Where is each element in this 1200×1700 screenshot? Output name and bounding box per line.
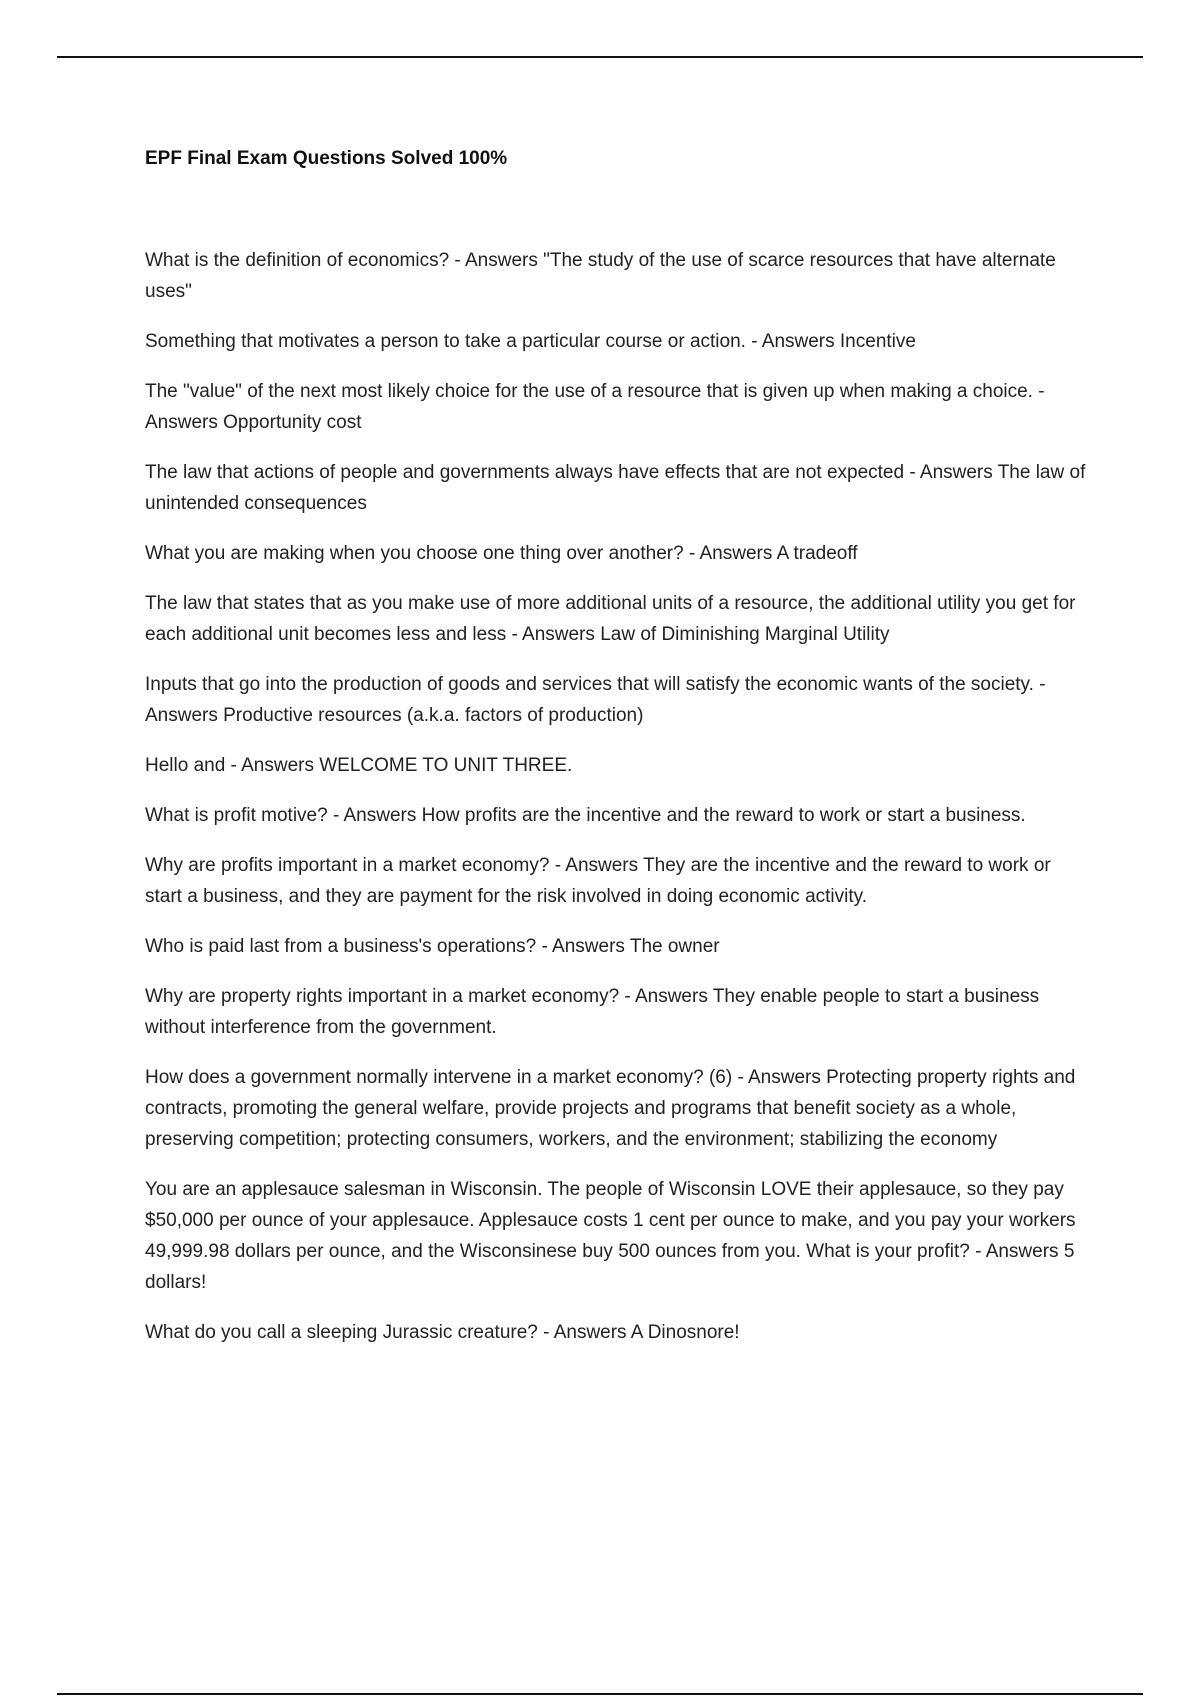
document-title: EPF Final Exam Questions Solved 100%	[145, 148, 508, 169]
top-rule	[57, 56, 1143, 58]
qa-item: Why are property rights important in a market economy? - Answers They enable people to start a business without interference from the government.	[145, 986, 1040, 1038]
qa-item: Something that motivates a person to take a particular course or action. - Answers Incentive	[145, 331, 916, 352]
qa-item: What is the definition of economics? - Answers "The study of the use of scarce resources that have alternate uses"	[145, 250, 1056, 302]
qa-item: What is profit motive? - Answers How profits are the incentive and the reward to work or start a business.	[145, 805, 1026, 826]
qa-item: Why are profits important in a market economy? - Answers They are the incentive and the reward to work or start a business, and they are payment for the risk involved in doing economic activity.	[145, 855, 1051, 907]
qa-item: Who is paid last from a business's operations? - Answers The owner	[145, 936, 720, 957]
qa-item: How does a government normally intervene in a market economy? (6) - Answers Protecting property rights and contracts, promoting the general welfare, provide projects and programs that benefit society as a whole, preserving competition; protecting consumers, workers, and the environment; stabilizing the economy	[145, 1067, 1076, 1150]
bottom-rule	[57, 1693, 1143, 1695]
qa-item: The law that states that as you make use of more additional units of a resource, the additional utility you get for each additional unit becomes less and less - Answers Law of Diminishing Marginal Utility	[145, 593, 1076, 645]
qa-item: The law that actions of people and governments always have effects that are not expected - Answers The law of unintended consequences	[145, 462, 1086, 514]
qa-item: You are an applesauce salesman in Wisconsin. The people of Wisconsin LOVE their applesauce, so they pay $50,000 per ounce of your applesauce. Applesauce costs 1 cent per ounce to make, and you pay your workers 49,999.98 dollars per ounce, and the Wisconsinese buy 500 ounces from you. What is your profit? - Answers 5 dollars!	[145, 1179, 1076, 1293]
qa-item: Inputs that go into the production of goods and services that will satisfy the economic wants of the society. - Answers Productive resources (a.k.a. factors of production)	[145, 674, 1046, 726]
qa-item: The "value" of the next most likely choice for the use of a resource that is given up when making a choice. - Answers Opportunity cost	[145, 381, 1045, 433]
qa-item: What you are making when you choose one thing over another? - Answers A tradeoff	[145, 543, 858, 564]
qa-item: What do you call a sleeping Jurassic creature? - Answers A Dinosnore!	[145, 1322, 740, 1343]
document-body	[145, 142, 1090, 1367]
qa-item: Hello and - Answers WELCOME TO UNIT THREE.	[145, 755, 573, 776]
